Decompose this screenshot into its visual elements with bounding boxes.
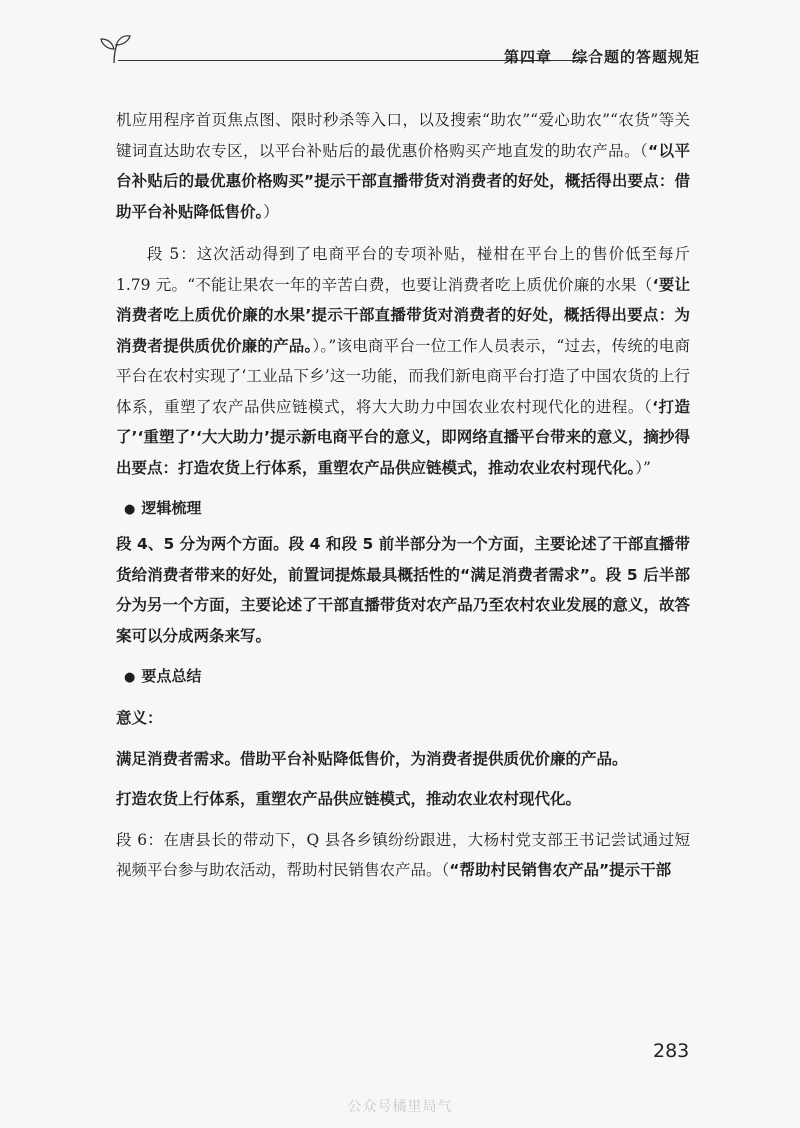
summary-label: 意义： <box>116 709 163 727</box>
paragraph-text: 段 6：在唐县长的带动下，Q 县各乡镇纷纷跟进，大杨村党支部王书记尝试通过短视频平台参与助农活动，帮助村民销售农产品。（ <box>116 830 690 879</box>
annotation: ‘打造了’‘重塑了’‘大大助力’提示新电商平台的意义，即网络直播平台带来的意义，摘抄得出要点：打造农货上行体系，重塑农产品供应链模式，推动农业农村现代化。 <box>116 397 690 477</box>
paragraph-text: 机应用程序首页焦点图、限时秒杀等入口，以及搜索“助农”“爱心助农”“农货”等关键词直达助农专区，以平台补贴后的最优惠价格购买产地直发的助农产品。（ <box>116 111 690 160</box>
paragraph-continuation <box>116 105 690 227</box>
heading-text: 逻辑梳理 <box>141 499 202 517</box>
logic-paragraph: 段 4、5 分为两个方面。段 4 和段 5 前半部分为一个方面，主要论述了干部直播带货给消费者带来的好处，前置词提炼最具概括性的“满足消费者需求”。段 5 后半部分为另一个方面，主要论述了干部直播带货对农产品乃至农村农业发展的意义，故答案可以分成两条来写。 <box>116 535 690 645</box>
running-header <box>504 46 700 67</box>
bullet-icon: ● <box>124 670 136 685</box>
page-body <box>116 105 690 886</box>
paragraph-text: ）” <box>635 458 651 477</box>
paragraph-text: ） <box>263 202 279 221</box>
bullet-icon: ● <box>124 502 136 517</box>
page-header <box>96 26 700 66</box>
sprout-icon <box>96 30 132 64</box>
annotation: ‘要让消费者吃上质优价廉的水果’提示干部直播带货对消费者的好处，概括得出要点：为消费者提供质优价廉的产品。 <box>116 275 690 355</box>
annotation: “帮助村民销售农产品”提示干部 <box>449 861 672 879</box>
annotation: “以平台补贴后的最优惠价格购买”提示干部直播带货对消费者的好处，概括得出要点：借助平台补贴降低售价。 <box>116 141 690 221</box>
paragraph-5 <box>116 239 690 483</box>
logic-heading <box>124 493 690 525</box>
watermark: 公众号橘里局气 <box>347 1099 453 1115</box>
paragraph-text: ）。”该电商平台一位工作人员表示，“过去，传统的电商平台在农村实现了‘工业品下乡’这一功能，而我们新电商平台打造了中国农货的上行体系，重塑了农产品供应链模式，将大大助力中国农业农村现代化的进程。（ <box>116 336 690 416</box>
paragraph-text: 段 5：这次活动得到了电商平台的专项补贴，椪柑在平台上的售价低至每斤 1.79 元。“不能让果农一年的辛苦白费，也要让消费者吃上质优价廉的水果（ <box>116 245 690 294</box>
chapter-label: 第四章 <box>503 48 552 66</box>
heading-text: 要点总结 <box>141 667 202 685</box>
paragraph-6 <box>116 825 690 886</box>
chapter-title: 综合题的答题规矩 <box>571 48 700 66</box>
page-number: 283 <box>653 1040 690 1062</box>
summary-heading <box>124 661 690 693</box>
summary-point-2: 打造农货上行体系，重塑农产品供应链模式，推动农业农村现代化。 <box>116 790 582 808</box>
summary-point-1: 满足消费者需求。借助平台补贴降低售价，为消费者提供质优价廉的产品。 <box>116 749 628 768</box>
